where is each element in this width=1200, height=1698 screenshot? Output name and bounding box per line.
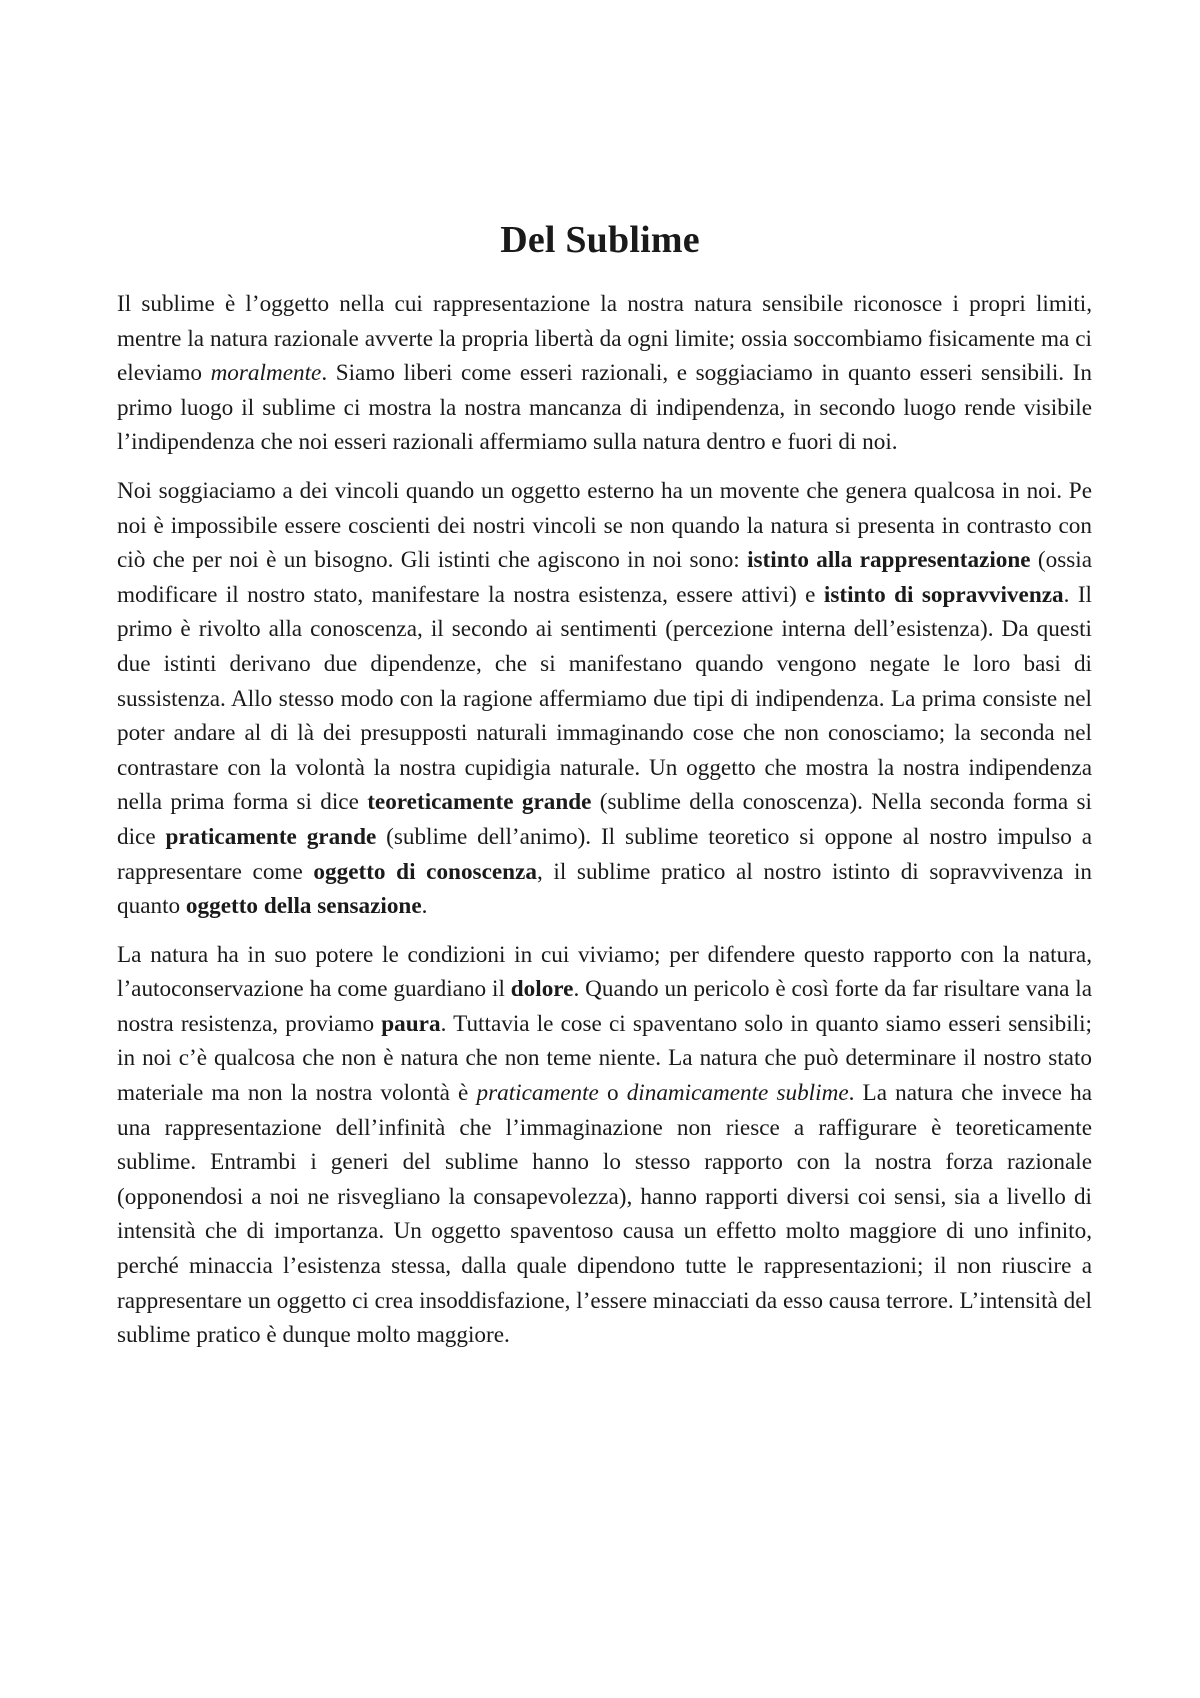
emphasis-bold: praticamente grande bbox=[165, 823, 377, 850]
text-run: o bbox=[598, 1080, 627, 1107]
page-title: Del Sublime bbox=[500, 219, 700, 261]
text-run: . Siamo liberi come esseri razionali, e soggiaciamo in quanto esseri sensibili. In primo luogo il sublime ci mostra la nostra mancanza di indipendenza, in secondo luogo rende visibile l’indipendenza che noi esseri razionali affermiamo sulla natura dentro e fuori di noi. bbox=[117, 360, 1092, 456]
paragraph-1 bbox=[117, 287, 1092, 460]
text-run: (sublime della conoscenza). Nella seconda forma si dice bbox=[117, 789, 1092, 850]
text-run: (ossia modificare il nostro stato, manifestare la nostra esistenza, essere attivi) e bbox=[117, 547, 1092, 608]
text-run: , il sublime pratico al nostro istinto di sopravvivenza in quanto bbox=[117, 858, 1092, 920]
text-run: . Tuttavia le cose ci spaventano solo in quanto siamo esseri sensibili; in noi c’è qualcosa che non è natura che non teme niente. La natura che può determinare il nostro stato materiale ma non la nostra volontà è bbox=[117, 1010, 1092, 1107]
text-run: La natura ha in suo potere le condizioni in cui viviamo; per difendere questo rapporto con la natura, l’autoconservazione ha come guardiano il bbox=[117, 941, 1092, 1003]
emphasis-italic: moralmente bbox=[210, 360, 322, 387]
emphasis-bold: istinto alla rappresentazione bbox=[747, 547, 1031, 574]
text-run: Il sublime è l’oggetto nella cui rappresentazione la nostra natura sensibile riconosce i propri limiti, mentre la natura razionale avverte la propria libertà da ogni limite; ossia soccombiamo fisicamente ma ci eleviamo bbox=[117, 291, 1092, 387]
emphasis-italic: praticamente bbox=[476, 1080, 599, 1107]
text-run: . bbox=[421, 893, 428, 920]
emphasis-bold: teoreticamente grande bbox=[367, 789, 592, 816]
text-run: . Quando un pericolo è così forte da far risultare vana la nostra resistenza, proviamo bbox=[117, 976, 1092, 1037]
emphasis-bold: paura bbox=[381, 1010, 441, 1037]
emphasis-bold: oggetto di conoscenza bbox=[313, 858, 537, 885]
text-run: (sublime dell’animo). Il sublime teoretico si oppone al nostro impulso a rappresentare come bbox=[117, 823, 1092, 885]
emphasis-italic: dinamicamente sublime bbox=[626, 1080, 849, 1107]
emphasis-bold: dolore bbox=[510, 976, 574, 1003]
text-run: . La natura che invece ha una rappresentazione dell’infinità che l’immaginazione non riesce a raffigurare è teoreticamente sublime. Entrambi i generi del sublime hanno lo stesso rapporto con la nostra forza razionale (opponendosi a noi ne risvegliano la consapevolezza), hanno rapporti diversi coi sensi, sia a livello di intensità che di importanza. Un oggetto spaventoso causa un effetto molto maggiore di uno infinito, perché minaccia l’esistenza stessa, dalla quale dipendono tutte le rappresentazioni; il non riuscire a rappresentare un oggetto ci crea insoddisfazione, l’essere minacciati da esso causa terrore. L’intensità del sublime pratico è dunque molto maggiore. bbox=[117, 1080, 1092, 1349]
emphasis-bold: oggetto della sensazione bbox=[185, 893, 422, 920]
text-run: Noi soggiaciamo a dei vincoli quando un oggetto esterno ha un movente che genera qualcosa in noi. Pe noi è impossibile essere coscienti dei nostri vincoli se non quando la natura si presenta in contrasto con ciò che per noi è un bisogno. Gli istinti che agiscono in noi sono: bbox=[117, 477, 1092, 574]
text-run: . Il primo è rivolto alla conoscenza, il secondo ai sentimenti (percezione interna dell’esistenza). Da questi due istinti derivano due dipendenze, che si manifestano quando vengono negate le loro basi di sussistenza. Allo stesso modo con la ragione affermiamo due tipi di indipendenza. La prima consiste nel poter andare al di là dei presupposti naturali immaginando cose che non conosciamo; la seconda nel contrastare con la volontà la nostra cupidigia naturale. Un oggetto che mostra la nostra indipendenza nella prima forma si dice bbox=[117, 581, 1092, 816]
emphasis-bold: istinto di sopravvivenza bbox=[823, 581, 1064, 608]
paragraph-3 bbox=[117, 938, 1092, 1353]
paragraph-2 bbox=[117, 474, 1092, 924]
document-body bbox=[117, 287, 1092, 1367]
